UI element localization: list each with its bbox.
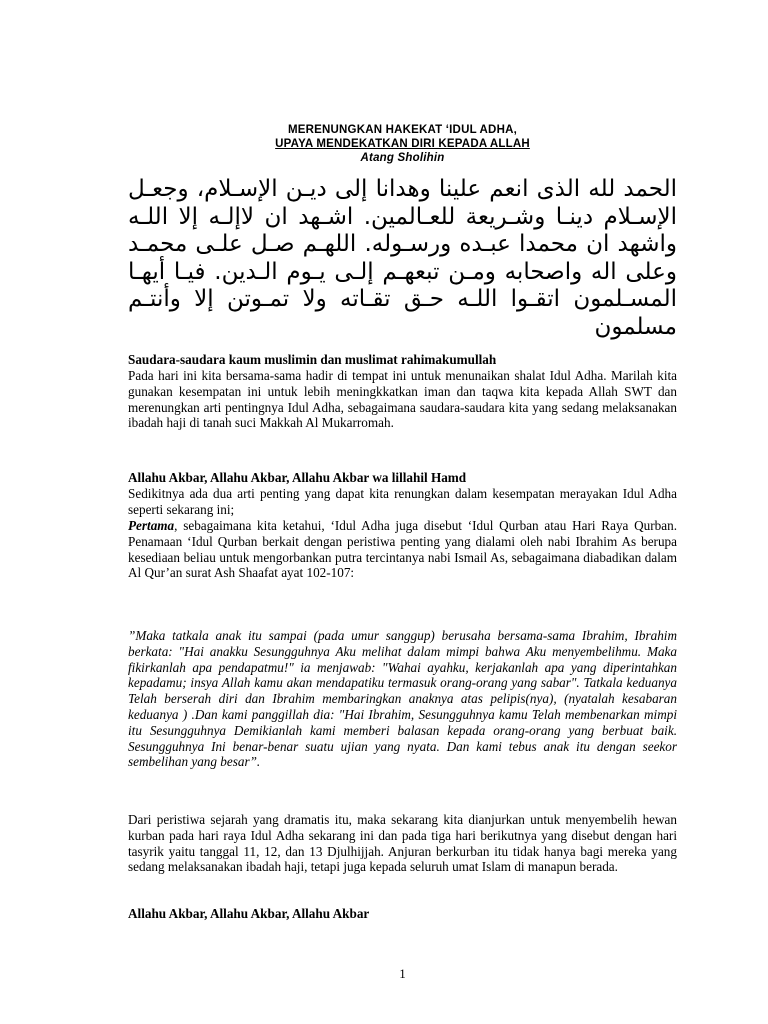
first-label: Pertama (128, 518, 175, 533)
quran-quote: ”Maka tatkala anak itu sampai (pada umur sanggup) berusaha bersama-sama Ibrahim, Ibrahim berkata: "Hai anakku Sesungguhnya Aku melihat dalam mimpi bahwa Aku menyembelihmu. Maka fikirkanlah apa pendapatmu!" ia menjawab: "Wahai ayahku, kerjakanlah apa yang diperintahkan kepadamu; insya Allah kamu akan mendapatiku termasuk orang-orang yang sabar". Tatkala keduanya Telah berserah diri dan Ibrahim membaringkan anaknya atas pelipis(nya), (nyatalah kesabaran keduanya ) .Dan kami panggillah dia: "Hai Ibrahim, Sesungguhnya kamu Telah membenarkan mimpi itu Sesungguhnya Demikianlah kami memberi balasan kepada orang-orang yang berbuat baik. Sesungguhnya Ini benar-benar suatu ujian yang nyata. Dan kami tebus anak itu dengan seekor sembelihan yang besar”. (128, 628, 677, 770)
author-name: Atang Sholihin (360, 152, 445, 164)
first-body: , sebagaimana kita ketahui, ‘Idul Adha juga disebut ‘Idul Qurban atau Hari Raya Qurban. Penamaan ‘Idul Qurban berkait dengan peristiwa penting yang dialami oleh nabi Ibrahim As berupa kesediaan beliau untuk mengorbankan putra tercintanya nabi Ismail As, sebagaimana diabadikan dalam Al Qur’an surat Ash Shaafat ayat 102-107: (128, 518, 677, 581)
arabic-opening: الحمد لله الذى انعم علينا وهدانا إلى ديـن الإسـلام، وجعـل الإسـلام دينـا وشـريعة للعـالمين. اشـهد ان لاإلـه إلا اللـه واشهد ان محمدا عبـده ورسـوله. اللهـم صـل علـى محمـد وعلى اله واصحابه ومـن تبعهـم إلـى يـوم الـدين. فيـا أيهـا المسـلمون اتقـوا اللـه حـق تقـاته ولا تمـوتن إلا وأنتـم مسلمون (128, 176, 677, 340)
section2-intro: Sedikitnya ada dua arti penting yang dapat kita renungkan dalam kesempatan merayakan Idul Adha seperti sekarang ini; (128, 486, 677, 517)
section1-body: Pada hari ini kita bersama-sama hadir di tempat ini untuk menunaikan shalat Idul Adha. Marilah kita gunakan kesempatan ini untuk lebih meningkkatkan iman dan taqwa kita kepada Allah SWT dan merenungkan arti pentingnya Idul Adha, sebagaimana saudara-saudara kita yang sedang melaksanakan ibadah haji di tanah suci Makkah Al Mukarromah. (128, 368, 677, 431)
section3-body: Dari peristiwa sejarah yang dramatis itu, maka sekarang kita dianjurkan untuk menyembelih hewan kurban pada hari raya Idul Adha sekarang ini dan pada tiga hari berikutnya yang disebut dengan hari tasyrik yaitu tanggal 11, 12, dan 13 Djulhijjah. Anjuran berkurban itu tidak hanya bagi mereka yang sedang melaksanakan ibadah haji, tetapi juga kepada seluruh umat Islam di manapun berada. (128, 812, 677, 875)
title-line-2: UPAYA MENDEKATKAN DIRI KEPADA ALLAH (275, 138, 530, 150)
section2-first-point (128, 518, 677, 581)
page-number: 1 (399, 966, 406, 981)
title-line-1: MERENUNGKAN HAKEKAT ‘IDUL ADHA, (288, 124, 517, 136)
section2-heading: Allahu Akbar, Allahu Akbar, Allahu Akbar wa lillahil Hamd (128, 470, 467, 485)
section4-heading: Allahu Akbar, Allahu Akbar, Allahu Akbar (128, 906, 370, 921)
section1-heading: Saudara-saudara kaum muslimin dan muslimat rahimakumullah (128, 352, 497, 367)
